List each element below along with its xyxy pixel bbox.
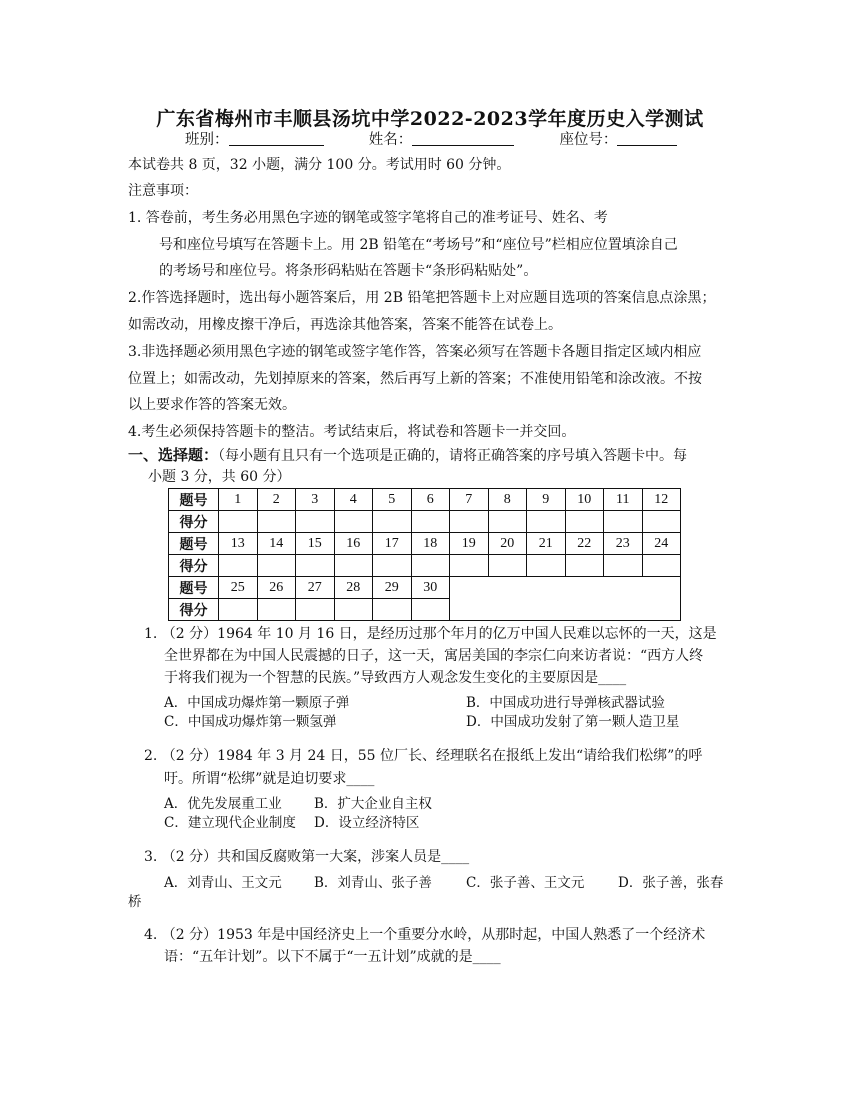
q2-option-b[interactable]: B．扩大企业自主权 xyxy=(314,796,432,812)
num-cell: 6 xyxy=(411,489,450,511)
name-blank[interactable] xyxy=(412,131,514,146)
q1-stem-b: 全世界都在为中国人民震撼的日子，这一天，寓居美国的李宗仁向来访者说：“西方人终 xyxy=(164,648,704,664)
section1-heading-row xyxy=(128,446,687,465)
num-cell: 10 xyxy=(565,489,604,511)
seat-blank[interactable] xyxy=(617,131,677,146)
score-header: 得分 xyxy=(169,599,219,621)
score-cell[interactable] xyxy=(373,555,412,577)
notice-4: 4.考生必须保持答题卡的整洁。考试结束后，将试卷和答题卡一并交回。 xyxy=(128,424,576,440)
num-cell: 2 xyxy=(257,489,296,511)
table-row xyxy=(169,489,681,511)
score-cell[interactable] xyxy=(527,555,566,577)
score-cell[interactable] xyxy=(565,511,604,533)
score-cell[interactable] xyxy=(604,555,643,577)
num-cell: 12 xyxy=(642,489,681,511)
class-blank[interactable] xyxy=(229,131,324,146)
num-cell: 24 xyxy=(642,533,681,555)
notice-1b: 号和座位号填写在答题卡上。用 2B 铅笔在“考场号”和“座位号”栏相应位置填涂自己 xyxy=(159,237,678,253)
q1-stem-c: 于将我们视为一个智慧的民族。”导致西方人观念发生变化的主要原因是____ xyxy=(164,670,627,686)
q1-stem-a: 1. （2 分）1964 年 10 月 16 日，是经历过那个年月的亿万中国人民难以忘怀的一天，这是 xyxy=(144,626,717,642)
score-cell[interactable] xyxy=(411,511,450,533)
num-cell: 25 xyxy=(219,577,258,599)
num-cell: 3 xyxy=(296,489,335,511)
score-cell[interactable] xyxy=(373,511,412,533)
num-cell: 8 xyxy=(488,489,527,511)
score-header: 得分 xyxy=(169,511,219,533)
q3-option-c[interactable]: C．张子善、王文元 xyxy=(466,875,585,891)
num-cell: 26 xyxy=(257,577,296,599)
notice-3c: 以上要求作答的答案无效。 xyxy=(128,397,296,413)
score-cell[interactable] xyxy=(450,555,489,577)
num-cell: 7 xyxy=(450,489,489,511)
q2-option-d[interactable]: D．设立经济特区 xyxy=(314,815,420,831)
exam-summary: 本试卷共 8 页，32 小题，满分 100 分。考试用时 60 分钟。 xyxy=(128,157,511,173)
q3-option-d[interactable]: D．张子善，张春 xyxy=(618,875,724,891)
num-cell: 28 xyxy=(334,577,373,599)
num-cell: 23 xyxy=(604,533,643,555)
num-cell: 30 xyxy=(411,577,450,599)
score-cell[interactable] xyxy=(604,511,643,533)
q1-option-a[interactable]: A．中国成功爆炸第一颗原子弹 xyxy=(164,695,350,711)
score-cell[interactable] xyxy=(334,511,373,533)
score-cell[interactable] xyxy=(296,511,335,533)
num-cell: 18 xyxy=(411,533,450,555)
notice-1a: 1. 答卷前，考生务必用黑色字迹的钢笔或签字笔将自己的准考证号、姓名、考 xyxy=(128,210,608,226)
q2-stem-b: 吁。所谓“松绑”就是迫切要求____ xyxy=(164,771,375,787)
score-cell[interactable] xyxy=(257,511,296,533)
score-cell[interactable] xyxy=(257,555,296,577)
score-cell[interactable] xyxy=(334,599,373,621)
num-cell: 11 xyxy=(604,489,643,511)
score-cell[interactable] xyxy=(219,599,258,621)
q3-option-b[interactable]: B．刘青山、张子善 xyxy=(314,875,432,891)
score-cell[interactable] xyxy=(219,511,258,533)
q1-option-c[interactable]: C．中国成功爆炸第一颗氢弹 xyxy=(164,714,337,730)
notice-2b: 如需改动，用橡皮擦干净后，再选涂其他答案，答案不能答在试卷上。 xyxy=(128,317,562,333)
num-cell: 14 xyxy=(257,533,296,555)
table-row xyxy=(169,511,681,533)
answer-score-table xyxy=(168,488,681,621)
num-cell: 9 xyxy=(527,489,566,511)
score-cell[interactable] xyxy=(296,555,335,577)
seat-label: 座位号： xyxy=(559,132,618,148)
q1-option-b[interactable]: B．中国成功进行导弹核武器试验 xyxy=(466,695,665,711)
score-header: 得分 xyxy=(169,555,219,577)
num-cell: 21 xyxy=(527,533,566,555)
q3-option-a[interactable]: A．刘青山、王文元 xyxy=(164,875,282,891)
notice-1c: 的考场号和座位号。将条形码粘贴在答题卡“条形码粘贴处”。 xyxy=(159,263,538,279)
name-label: 姓名： xyxy=(368,132,413,148)
notice-3b: 位置上；如需改动，先划掉原来的答案，然后再写上新的答案；不准使用铅笔和涂改液。不按 xyxy=(128,371,702,387)
num-cell: 22 xyxy=(565,533,604,555)
num-cell: 20 xyxy=(488,533,527,555)
score-cell[interactable] xyxy=(527,511,566,533)
table-row xyxy=(169,555,681,577)
num-header: 题号 xyxy=(169,489,219,511)
score-cell[interactable] xyxy=(411,555,450,577)
q2-stem-a: 2. （2 分）1984 年 3 月 24 日，55 位厂长、经理联名在报纸上发出“请给我们松绑”的呼 xyxy=(144,748,703,764)
table-row xyxy=(169,533,681,555)
class-label: 班别： xyxy=(185,132,229,148)
num-cell: 27 xyxy=(296,577,335,599)
num-cell: 19 xyxy=(450,533,489,555)
q3-option-d-cont: 桥 xyxy=(128,894,142,910)
score-cell[interactable] xyxy=(296,599,335,621)
notice-3a: 3.非选择题必须用黑色字迹的钢笔或签字笔作答，答案必须写在答题卡各题目指定区域内相应 xyxy=(128,344,702,360)
num-cell: 5 xyxy=(373,489,412,511)
notice-2a: 2.作答选择题时，选出每小题答案后，用 2B 铅笔把答题卡上对应题目选项的答案信息点涂黑； xyxy=(128,290,716,306)
num-cell: 29 xyxy=(373,577,412,599)
q2-option-c[interactable]: C．建立现代企业制度 xyxy=(164,815,296,831)
score-cell[interactable] xyxy=(488,555,527,577)
score-cell[interactable] xyxy=(257,599,296,621)
score-cell[interactable] xyxy=(334,555,373,577)
score-cell[interactable] xyxy=(411,599,450,621)
score-cell[interactable] xyxy=(565,555,604,577)
num-cell: 16 xyxy=(334,533,373,555)
score-cell[interactable] xyxy=(373,599,412,621)
num-cell: 15 xyxy=(296,533,335,555)
section1-desc: （每小题有且只有一个选项是正确的，请将正确答案的序号填入答题卡中。每 xyxy=(218,448,688,464)
exam-title: 广东省梅州市丰顺县汤坑中学2022-2023学年度历史入学测试 xyxy=(156,108,704,130)
section1-heading: 一、选择题： xyxy=(128,446,219,464)
section1-desc-cont: 小题 3 分，共 60 分） xyxy=(148,469,291,485)
notice-title: 注意事项： xyxy=(128,183,198,199)
score-cell[interactable] xyxy=(488,511,527,533)
q4-stem-b: 语：“五年计划”。以下不属于“一五计划”成就的是____ xyxy=(164,949,501,965)
q2-option-a[interactable]: A．优先发展重工业 xyxy=(164,796,282,812)
blank-area xyxy=(450,577,681,621)
num-cell: 17 xyxy=(373,533,412,555)
score-cell[interactable] xyxy=(642,555,681,577)
num-cell: 13 xyxy=(219,533,258,555)
table-row xyxy=(169,577,681,599)
q1-option-d[interactable]: D．中国成功发射了第一颗人造卫星 xyxy=(466,714,680,730)
score-cell[interactable] xyxy=(642,511,681,533)
num-header: 题号 xyxy=(169,577,219,599)
q3-stem-a: 3. （2 分）共和国反腐败第一大案，涉案人员是____ xyxy=(144,849,470,865)
q4-stem-a: 4. （2 分）1953 年是中国经济史上一个重要分水岭，从那时起，中国人熟悉了一个经济术 xyxy=(144,927,706,943)
score-cell[interactable] xyxy=(219,555,258,577)
score-cell[interactable] xyxy=(450,511,489,533)
num-header: 题号 xyxy=(169,533,219,555)
num-cell: 4 xyxy=(334,489,373,511)
num-cell: 1 xyxy=(219,489,258,511)
student-info-row xyxy=(185,131,677,149)
